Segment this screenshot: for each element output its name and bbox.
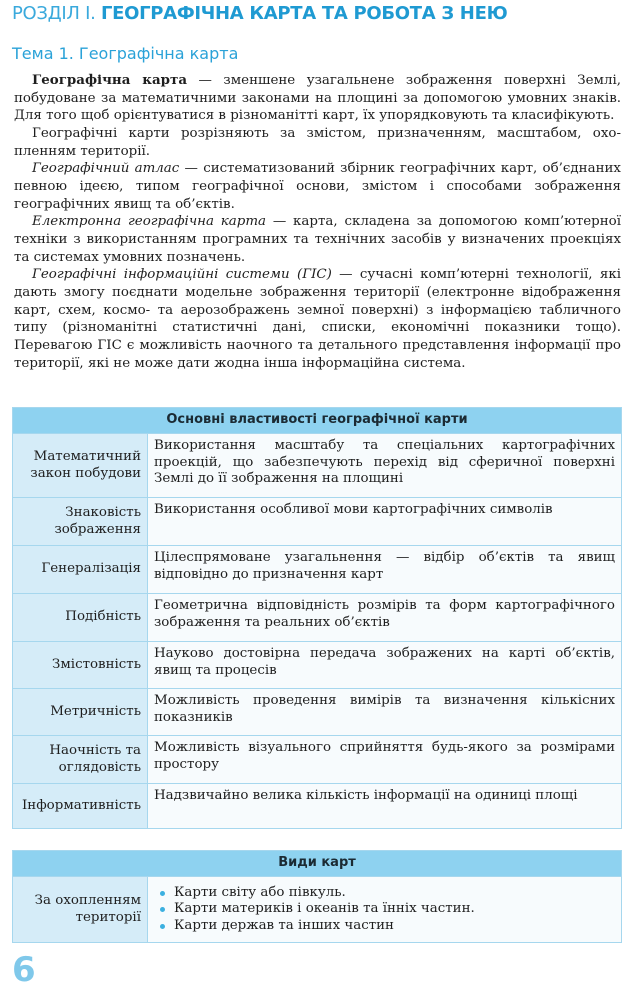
property-name: Генералізація: [13, 546, 148, 594]
term: Електронна географічна карта: [32, 214, 267, 230]
property-name: Наочність та оглядовість: [13, 736, 148, 784]
properties-table-title: Основні властивості географічної карти: [13, 408, 622, 434]
table-row: [13, 642, 622, 689]
paragraph: [14, 72, 621, 125]
term: Географічна карта: [32, 72, 187, 88]
table-row: [13, 689, 622, 736]
property-description: Геометрична відповідність розмірів та форм картографічного зображення та реальних об’єктів: [148, 594, 622, 642]
property-name: Змістовність: [13, 642, 148, 689]
property-name: Подібність: [13, 594, 148, 642]
property-description: Надзвичайно велика кількість інформації на одиниці площі: [148, 784, 622, 829]
paragraph: [14, 125, 621, 160]
property-description: Використання особливої мови картографічних символів: [148, 498, 622, 546]
map-types-table-title: Види карт: [13, 851, 622, 877]
table-row: [13, 594, 622, 642]
section-title: ГЕОГРАФІЧНА КАРТА ТА РОБОТА З НЕЮ: [100, 3, 508, 24]
table-row: [13, 784, 622, 829]
map-types-table: [12, 850, 622, 943]
table-row: [13, 434, 622, 498]
property-description: Науково достовірна передача зображених на карті об’єктів, явищ та процесів: [148, 642, 622, 689]
property-description: Використання масштабу та спеціальних картографічних проекцій, що забезпечують перехід від сферичної поверхні Землі до її зображення на площині: [148, 434, 622, 498]
paragraph-text: — систематизований збірник географічних карт, об’єднаних певною ідеєю, типом географічної основи, змістом і способами зображення географічних явищ та об’єктів.: [14, 161, 621, 212]
property-name: Інформативність: [13, 784, 148, 829]
paragraph: [14, 213, 621, 266]
property-description: Цілеспрямоване узагальнення — відбір об’єктів та явищ відповідно до призначення карт: [148, 546, 622, 594]
property-name: Знаковість зображення: [13, 498, 148, 546]
paragraph: [14, 160, 621, 213]
table-row: [13, 498, 622, 546]
page-number: 6: [12, 950, 36, 990]
paragraph-text: Географічні карти розрізняють за змістом, призначенням, масштабом, охопленням території.: [14, 125, 621, 159]
topic-title: Тема 1. Географічна карта: [12, 44, 239, 63]
properties-table: [12, 407, 622, 829]
list-item: Карти світу або півкуль.: [154, 885, 615, 902]
term: Географічні інформаційні системи (ГІС): [32, 267, 332, 283]
body-text: [14, 72, 621, 372]
section-prefix: РОЗДІЛ І.: [12, 3, 96, 24]
table-row: [13, 877, 622, 943]
map-types-list: [154, 885, 615, 935]
paragraph-text: — сучасні комп’ютерні технології, які дають змогу поєднати модельне зображення території (електронне відображення карт, схем, космо- та аерозображень земної поверхні) з інформацією табличного типу (різноманітні статистичні дані, списки, економічні показники тощо). Перевагою ГІС є можливість наочного та детального представлення інформації про території, які не може дати жодна інша інформаційна система.: [14, 267, 621, 371]
list-item: Карти держав та інших частин: [154, 918, 615, 935]
list-item: Карти материків і океанів та їнніх частин.: [154, 901, 615, 918]
table-row: [13, 736, 622, 784]
term: Географічний атлас: [32, 161, 180, 177]
property-description: Можливість проведення вимірів та визначення кількісних показників: [148, 689, 622, 736]
paragraph-text: — карта, складена за допомогою комп’ютерної техніки з використанням програмних та технічних засобів у визначених проекціях та системах умовних позначень.: [14, 214, 621, 265]
paragraph-text: — зменшене узагальнене зображення поверхні Землі, побудоване за математичними законами на площині за допомогою умовних знаків. Для того щоб орієнтуватися в різноманітті карт, їх упорядковують та класифікують.: [14, 73, 621, 124]
property-description: Можливість візуального сприйняття будь-якого за розмірами простору: [148, 736, 622, 784]
paragraph: [14, 266, 621, 372]
section-heading: [12, 3, 507, 24]
property-name: Метричність: [13, 689, 148, 736]
category-cell: За охопленням території: [13, 877, 148, 943]
property-name: Математичний закон побудови: [13, 434, 148, 498]
table-row: [13, 546, 622, 594]
